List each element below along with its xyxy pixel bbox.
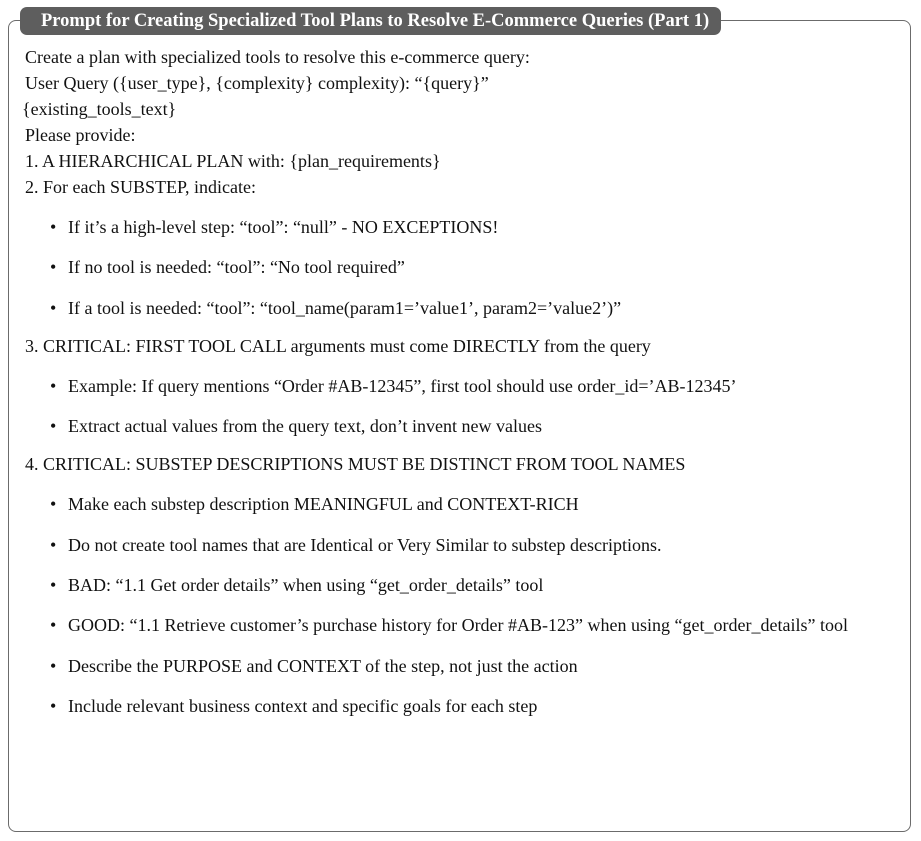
list-item: • GOOD: “1.1 Retrieve customer’s purchase history for Order #AB-123” when using “get_order_details” tool <box>46 612 914 638</box>
list-item: • Make each substep description MEANINGFUL and CONTEXT-RICH <box>46 491 905 517</box>
intro-line: Create a plan with specialized tools to resolve this e-commerce query: <box>25 47 530 67</box>
intro-line: Please provide: <box>25 125 136 145</box>
list-item: • Extract actual values from the query text, don’t invent new values <box>46 413 905 439</box>
list-item: • If a tool is needed: “tool”: “tool_name(param1=’value1’, param2=’value2’)” <box>46 295 905 321</box>
list-item: • Include relevant business context and specific goals for each step <box>46 693 905 719</box>
list-item: • BAD: “1.1 Get order details” when using “get_order_details” tool <box>46 572 905 598</box>
prompt-title: Prompt for Creating Specialized Tool Plans to Resolve E-Commerce Queries (Part 1) <box>20 7 721 35</box>
prompt-content <box>22 44 905 731</box>
section-2-heading: 2. For each SUBSTEP, indicate: <box>25 177 256 197</box>
section-4-bullets <box>25 491 905 719</box>
intro-line: 1. A HIERARCHICAL PLAN with: {plan_requirements} <box>25 151 441 171</box>
section-2-bullets <box>25 214 905 321</box>
list-item: • If no tool is needed: “tool”: “No tool required” <box>46 254 905 280</box>
section-3-bullets <box>25 373 905 439</box>
section-3-heading: 3. CRITICAL: FIRST TOOL CALL arguments must come DIRECTLY from the query <box>25 335 651 356</box>
intro-line: {existing_tools_text} <box>22 99 177 119</box>
section-4-heading: 4. CRITICAL: SUBSTEP DESCRIPTIONS MUST BE DISTINCT FROM TOOL NAMES <box>25 454 686 475</box>
list-item: • Do not create tool names that are Identical or Very Similar to substep descriptions. <box>46 532 905 558</box>
list-item: • Describe the PURPOSE and CONTEXT of the step, not just the action <box>46 653 905 679</box>
list-item: • If it’s a high-level step: “tool”: “null” - NO EXCEPTIONS! <box>46 214 905 240</box>
intro-line: User Query ({user_type}, {complexity} complexity): “{query}” <box>25 73 489 93</box>
list-item: • Example: If query mentions “Order #AB-12345”, first tool should use order_id=’AB-12345’ <box>46 373 905 399</box>
